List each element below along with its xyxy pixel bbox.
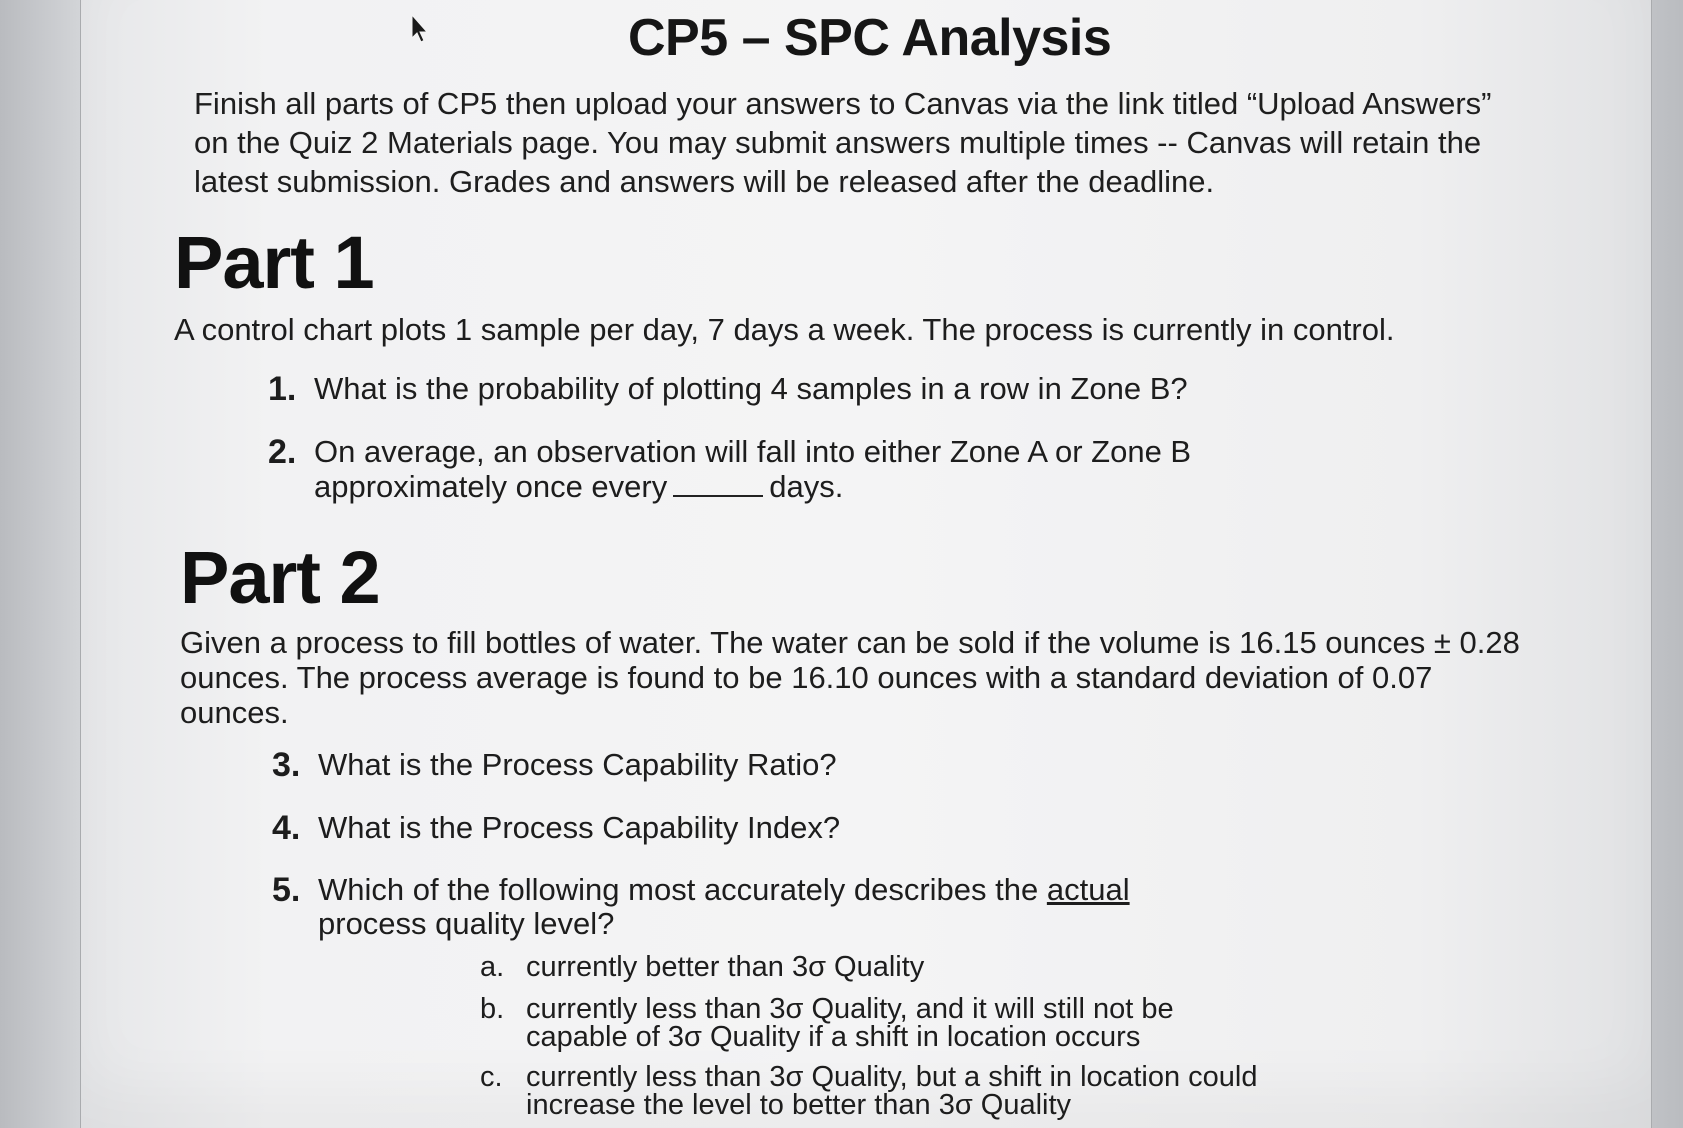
part-1-intro: A control chart plots 1 sample per day, 7 days a week. The process is currently in control. [174,312,1395,347]
option-text: currently less than 3σ Quality, but a shift in location could increase the level to better than 3σ Quality [526,1061,1258,1121]
instructions-paragraph: Finish all parts of CP5 then upload your answers to Canvas via the link titled “Upload Answers” on the Quiz 2 Materials page. You may submit answers multiple times -- Canvas will retain the latest submission. Grades and answers will be released after the deadline. [194,86,1492,199]
question-1 [268,372,1314,406]
document-title: CP5 – SPC Analysis [628,9,1112,67]
part-1-heading: Part 1 [174,221,374,304]
option-letter: b. [480,993,505,1025]
question-3 [272,748,1318,782]
question-number: 3. [272,746,301,784]
option-b [480,995,1226,1051]
question-5 [272,873,1198,941]
question-text-end: days. [769,469,844,504]
option-a [480,953,1306,981]
part-2-intro: Given a process to fill bottles of water. The water can be sold if the volume is 16.15 ounces ± 0.28 ounces. The process average is found to be 16.10 ounces with a standard deviation of 0.07 ounces. [180,625,1520,730]
part-2-heading: Part 2 [180,536,380,619]
question-number: 5. [272,871,301,909]
question-text: Which of the following most accurately describes the [318,872,1039,907]
mouse-pointer-icon [410,14,430,44]
question-number: 1. [268,370,297,408]
question-4 [272,811,1318,845]
question-2 [268,435,1234,504]
question-text-end: process quality level? [318,906,615,941]
question-text: On average, an observation will fall into either Zone A or Zone B approximately once every [314,434,1192,504]
question-text: What is the probability of plotting 4 samples in a row in Zone B? [314,371,1188,406]
answer-blank [673,469,763,497]
question-number: 2. [268,433,297,471]
option-text: currently better than 3σ Quality [526,951,925,983]
question-text: What is the Process Capability Ratio? [318,747,837,782]
question-number: 4. [272,809,301,847]
question-text: What is the Process Capability Index? [318,810,841,845]
underlined-word: actual [1046,872,1130,907]
option-c [480,1063,1306,1119]
option-text: currently less than 3σ Quality, and it will still not be capable of 3σ Quality if a shift in location occurs [526,993,1174,1053]
option-letter: a. [480,951,505,983]
option-letter: c. [480,1061,503,1093]
